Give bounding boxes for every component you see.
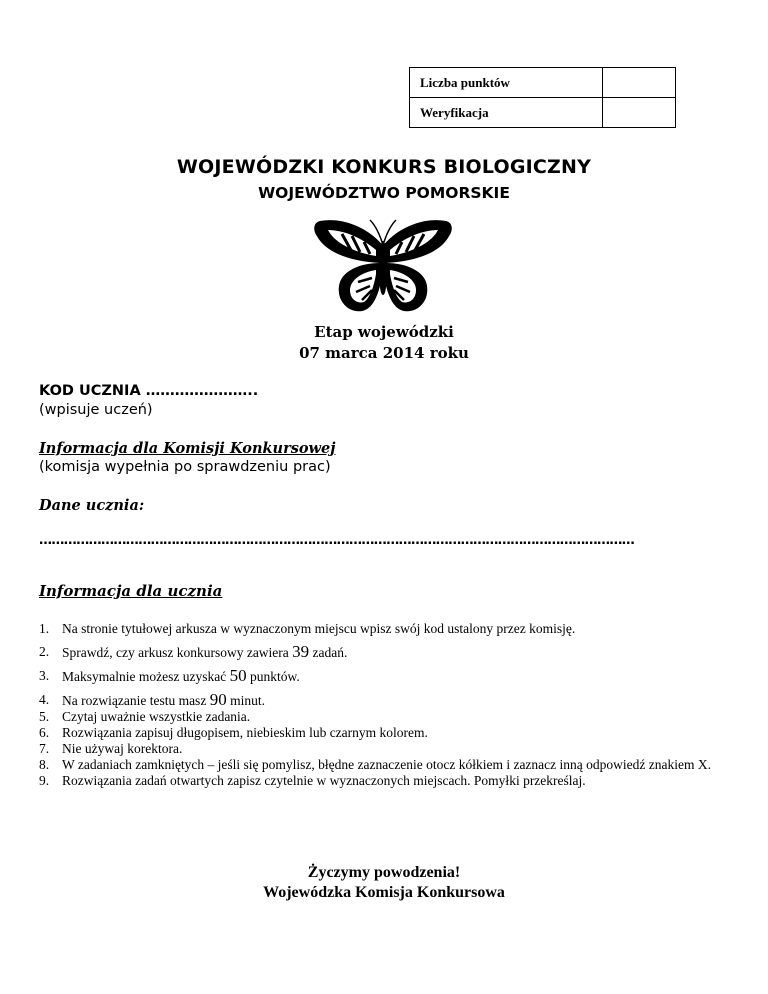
list-item: 1. Na stronie tytułowej arkusza w wyznaczonym miejscu wpisz swój kod ustalony przez komisję. (39, 621, 576, 636)
student-data-label: Dane ucznia: (39, 497, 145, 514)
points-label: Liczba punktów (410, 68, 603, 98)
list-item: 5. Czytaj uważnie wszystkie zadania. (39, 709, 251, 724)
list-item: 3. Maksymalnie możesz uzyskać 50 punktów. (39, 666, 300, 685)
score-row-verification (410, 98, 676, 128)
stage-date: 07 marca 2014 roku (299, 344, 469, 362)
student-code-label: KOD UCZNIA ………………….. (39, 383, 259, 399)
committee-info-note: (komisja wypełnia po sprawdzeniu prac) (39, 459, 331, 475)
page-title: WOJEWÓDZKI KONKURS BIOLOGICZNY (176, 156, 592, 178)
student-code-note: (wpisuje uczeń) (39, 402, 153, 418)
score-table (409, 67, 676, 128)
list-item: 8. W zadaniach zamkniętych – jeśli się pomylisz, błędne zaznaczenie otocz kółkiem i zaznacz inną odpowiedź znakiem X. (39, 757, 711, 772)
committee-info-heading: Informacja dla Komisji Konkursowej (39, 440, 336, 457)
list-item: 6. Rozwiązania zapisuj długopisem, niebieskim lub czarnym kolorem. (39, 725, 428, 740)
instructions-list (39, 621, 719, 789)
list-item: 2. Sprawdź, czy arkusz konkursowy zawiera 39 zadań. (39, 642, 348, 661)
list-item: 7. Nie używaj korektora. (39, 741, 183, 756)
score-row-points (410, 68, 676, 98)
student-data-dots: ……………………………………………………………………………………………………………………………… (39, 533, 635, 548)
footer-wishes: Życzymy powodzenia! (307, 864, 461, 881)
butterfly-icon (312, 216, 454, 316)
verification-label: Weryfikacja (410, 98, 603, 128)
list-item: 4. Na rozwiązanie testu masz 90 minut. (39, 690, 265, 709)
points-value-cell (603, 68, 676, 98)
footer-committee: Wojewódzka Komisja Konkursowa (263, 884, 505, 901)
verification-value-cell (603, 98, 676, 128)
student-info-heading: Informacja dla ucznia (39, 582, 223, 600)
list-item: 9. Rozwiązania zadań otwartych zapisz czytelnie w wyznaczonych miejscach. Pomyłki przekreślaj. (39, 773, 586, 788)
stage-name: Etap wojewódzki (314, 323, 454, 341)
page-subtitle: WOJEWÓDZTWO POMORSKIE (258, 184, 510, 202)
